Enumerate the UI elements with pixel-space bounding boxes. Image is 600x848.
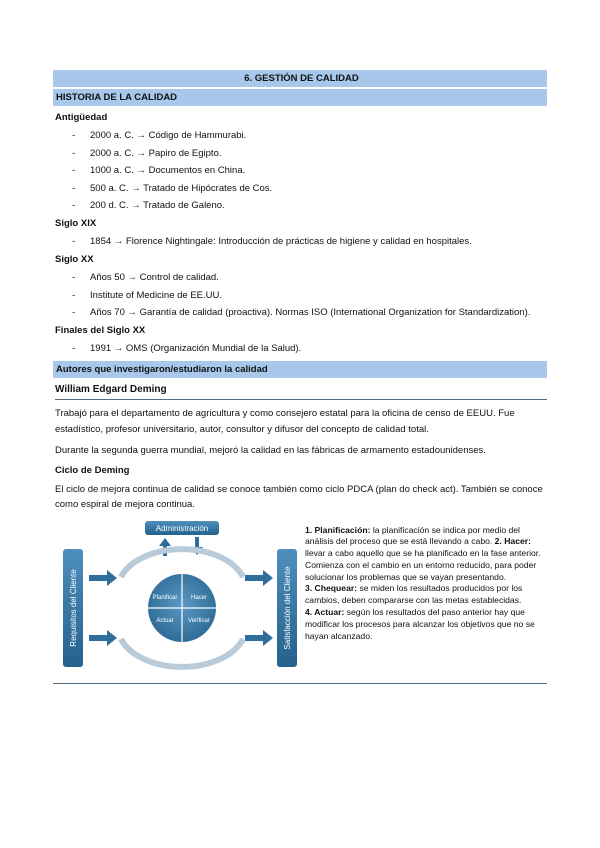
author-bio: Trabajó para el departamento de agricultura y como consejero estatal para la oficina de censo de EEUU. Fue estadístico, profesor universitario, autor, consultor y difusor del concepto de calidad total.	[55, 408, 515, 435]
satisfaccion-label: Satisfacción del Cliente	[283, 565, 292, 650]
hacer-label: Hacer	[190, 594, 208, 601]
planificar-label: Planificar	[152, 594, 178, 601]
cycle-ring-top	[121, 549, 243, 577]
list-item: - 500 a. C. → Tratado de Hipócrates de Cos.	[53, 182, 547, 195]
finales-list	[53, 342, 547, 355]
list-item: - 1991 → OMS (Organización Mundial de la Salud).	[53, 342, 547, 355]
siglo-xx-list	[53, 271, 547, 319]
list-item: - Años 70 → Garantía de calidad (proactiva). Normas ISO (International Organization for Standardization).	[53, 306, 547, 319]
administracion-label: Administración	[155, 523, 209, 533]
author-name: William Edgard Deming	[55, 384, 547, 400]
antiguedad-heading: Antigüedad	[55, 112, 108, 123]
historia-heading: HISTORIA DE LA CALIDAD	[53, 89, 547, 106]
step-item: 4. Actuar: según los resultados del paso anterior hay que modificar los procesos para alcanzar los objetivos que no se hayan alcanzado.	[305, 607, 535, 641]
antiguedad-list	[53, 129, 547, 212]
ciclo-description: El ciclo de mejora continua de calidad se conoce también como ciclo PDCA (plan do check act). También se conoce como espiral de mejora continua.	[55, 483, 543, 510]
finales-heading: Finales del Siglo XX	[55, 325, 146, 336]
siglo-xix-heading: Siglo XIX	[55, 218, 97, 229]
list-item: - 1000 a. C. → Documentos en China.	[53, 164, 547, 177]
cycle-ring-bottom	[121, 639, 243, 667]
autores-heading: Autores que investigaron/estudiaron la calidad	[53, 361, 547, 378]
step-item: 3. Chequear: se miden los resultados producidos por los cambios, deben compararse con las metas establecidas.	[305, 583, 523, 606]
page	[53, 70, 547, 709]
deming-cycle-diagram	[61, 519, 299, 674]
step-item: 2. Hacer: llevar a cabo aquello que se ha planificado en la fase anterior. Comienza con el cambio en un entorno reducido, para poder solucionar los problemas que se vayan presentando.	[305, 536, 541, 582]
ciclo-heading: Ciclo de Deming	[55, 464, 130, 476]
arrow-right-icon	[245, 570, 273, 586]
siglo-xx-heading: Siglo XX	[55, 254, 94, 265]
step-item: 1. Planificación: la planificación se indica por medio del análisis del proceso que se está llevando a cabo.	[305, 524, 520, 547]
list-item: - Institute of Medicine de EE.UU.	[53, 289, 547, 302]
requisitos-label: Requisitos del Cliente	[69, 568, 78, 647]
actuar-label: Actuar	[156, 617, 174, 624]
verificar-label: Verificar	[188, 617, 210, 624]
siglo-xix-list	[53, 235, 547, 248]
arrow-right-icon	[245, 630, 273, 646]
list-item: - 2000 a. C. → Papiro de Egipto.	[53, 147, 547, 160]
author-war-note: Durante la segunda guerra mundial, mejoró la calidad en las fábricas de armamento estadounidenses.	[55, 445, 486, 456]
arrow-right-icon	[89, 630, 117, 646]
list-item: - 200 d. C. → Tratado de Galeno.	[53, 199, 547, 212]
deming-section	[53, 519, 547, 709]
list-item: - 2000 a. C. → Código de Hammurabi.	[53, 129, 547, 142]
arrow-right-icon	[89, 570, 117, 586]
section-divider	[53, 683, 547, 684]
pdca-steps	[305, 525, 543, 643]
list-item: - Años 50 → Control de calidad.	[53, 271, 547, 284]
section-title: 6. GESTIÓN DE CALIDAD	[53, 70, 547, 87]
list-item: - 1854 → Florence Nightingale: Introducción de prácticas de higiene y calidad en hospitales.	[53, 235, 547, 248]
